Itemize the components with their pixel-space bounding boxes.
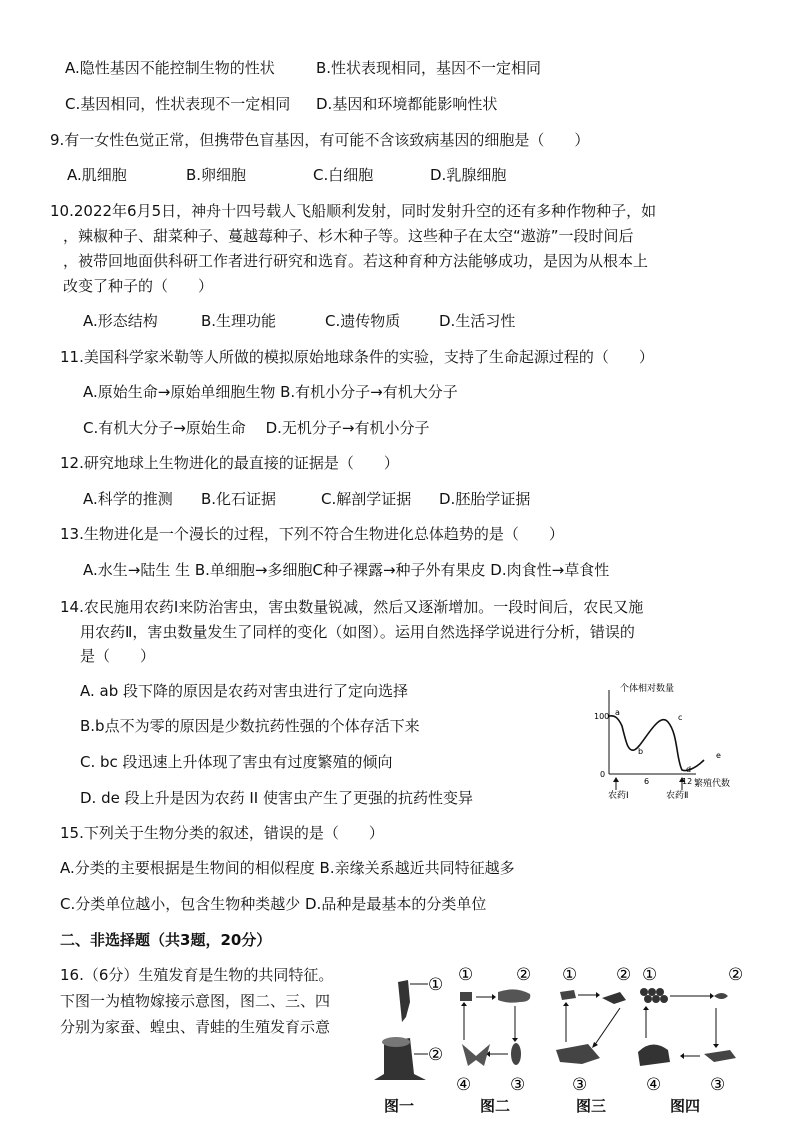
frog-figure [638,965,743,1092]
pest-population-chart [592,682,742,802]
q12-option-d: D.胚胎学证据 [439,490,531,508]
q12-option-b: B.化石证据 [201,490,277,508]
q14-option-c: C. bc 段迅速上升体现了害虫有过度繁殖的倾向 [80,753,393,771]
fig4-label-3: ③ [710,1075,726,1092]
chart-drug2: 农药Ⅱ [666,791,689,801]
q15-stem: 15.下列关于生物分类的叙述，错误的是（ ） [60,824,384,842]
grafting-figure [374,975,443,1080]
q14-option-a: A. ab 段下降的原因是农药对害虫进行了定向选择 [80,682,409,700]
figure-3-caption: 图三 [576,1097,607,1115]
chart-point-e: e [716,751,721,760]
chart-y0: 0 [600,770,606,779]
fig1-label-1: ① [428,975,444,995]
q8-option-c: C.基因相同，性状表现不一定相同 [65,95,291,113]
fig3-label-3: ③ [572,1075,588,1092]
q10-line-4: 改变了种子的（ ） [63,277,214,295]
locust-egg-illustration [560,990,576,1000]
q10-line-1: 10.2022年6月5日，神舟十四号载人飞船顺利发射，同时发射升空的还有多种作物种子，如 [50,202,657,220]
q14-option-b: B.b点不为零的原因是少数抗药性强的个体存活下来 [80,717,420,735]
larva-illustration [498,989,530,1002]
q13-options: A.水生→陆生 生 B.单细胞→多细胞C种子裸露→种子外有果皮 D.肉食性→草食性 [83,561,610,579]
q13-stem: 13.生物进化是一个漫长的过程，下列不符合生物进化总体趋势的是（ ） [60,525,564,543]
q10-line-2: ，辣椒种子、甜菜种子、蔓越莓种子、杉木种子等。这些种子在太空“遨游”一段时间后 [63,227,634,245]
chart-x6: 6 [644,777,650,786]
q10-option-c: C.遗传物质 [325,312,401,330]
chart-point-c: c [678,713,683,722]
fig1-label-2: ② [428,1045,444,1065]
q10-option-a: A.形态结构 [83,312,158,330]
q11-stem: 11.美国科学家米勒等人所做的模拟原始地球条件的实验，支持了生命起源过程的（ ） [60,348,654,366]
fig3-label-2: ② [616,965,632,985]
q12-stem: 12.研究地球上生物进化的最直接的证据是（ ） [60,454,399,472]
chart-y100: 100 [594,712,610,721]
q9-option-c: C.白细胞 [313,166,374,184]
frog-eggs-illustration [640,988,668,1003]
fig2-label-4: ④ [456,1075,472,1092]
q10-option-d: D.生活习性 [439,312,516,330]
q12-option-a: A.科学的推测 [83,490,173,508]
fig2-label-1: ① [458,965,474,985]
fig2-label-3: ③ [510,1075,526,1092]
scion-illustration [398,980,410,1022]
q9-option-d: D.乳腺细胞 [430,166,507,184]
q11-options-cd: C.有机大分子→原始生命 D.无机分子→有机小分子 [83,419,430,437]
q15-options-cd: C.分类单位越小，包含生物种类越少 D.品种是最基本的分类单位 [60,895,487,913]
fig4-label-1: ① [642,965,658,985]
q16-line-3: 分别为家蚕、蝗虫、青蛙的生殖发育示意 [60,1018,331,1036]
q8-option-b: B.性状表现相同，基因不一定相同 [316,59,542,77]
pupa-illustration [511,1043,521,1065]
q11-options-ab: A.原始生命→原始单细胞生物 B.有机小分子→有机大分子 [83,383,458,401]
q12-option-c: C.解剖学证据 [321,490,412,508]
fig2-label-2: ② [516,965,532,985]
section2-title: 二、非选择题（共3题，20分） [60,931,272,949]
chart-drug1: 农药Ⅰ [608,791,629,801]
adult-frog-illustration [638,1044,670,1066]
silkworm-figure [456,965,531,1092]
egg-illustration [460,992,472,1001]
q10-option-b: B.生理功能 [201,312,277,330]
chart-x12: 12 [682,777,693,786]
q15-options-ab: A.分类的主要根据是生物间的相似程度 B.亲缘关系越近共同特征越多 [60,859,515,877]
figure-2-caption: 图二 [480,1097,511,1115]
q10-line-3: ，被带回地面供科研工作者进行研究和选育。若这种育种方法能够成功，是因为从根本上 [63,252,649,270]
locust-figure [556,965,631,1092]
chart-ylabel: 个体相对数量 [620,684,675,694]
figure-1-caption: 图一 [384,1097,415,1115]
fig4-label-4: ④ [646,1075,662,1092]
tadpole-illustration [714,993,728,999]
chart-point-a: a [615,708,620,717]
tadpole-legs-illustration [704,1050,736,1062]
moth-illustration [462,1044,490,1066]
q16-line-2: 下图一为植物嫁接示意图，图二、三、四 [60,992,331,1010]
chart-xlabel: 繁殖代数 [694,779,731,789]
reproduction-figures [370,962,760,1092]
chart-point-b: b [638,747,644,756]
figure-4-caption: 图四 [670,1097,701,1115]
q16-line-1: 16.（6分）生殖发育是生物的共同特征。 [60,966,334,984]
q14-option-d: D. de 段上升是因为农药 II 使害虫产生了更强的抗药性变异 [80,789,473,807]
nymph-illustration [602,992,626,1004]
q9-stem: 9.有一女性色觉正常，但携带色盲基因，有可能不含该致病基因的细胞是（ ） [50,131,590,149]
q9-option-b: B.卵细胞 [186,166,247,184]
fig4-label-2: ② [728,965,744,985]
q14-line-3: 是（ ） [80,647,156,665]
population-curve [609,716,704,771]
q8-option-a: A.隐性基因不能控制生物的性状 [65,59,275,77]
fig3-label-1: ① [562,965,578,985]
q14-line-2: 用农药Ⅱ，害虫数量发生了同样的变化（如图）。运用自然选择学说进行分析，错误的 [80,623,635,641]
q14-line-1: 14.农民施用农药Ⅰ来防治害虫，害虫数量锐减，然后又逐渐增加。一段时间后，农民又施 [60,598,644,616]
q9-option-a: A.肌细胞 [67,166,127,184]
chart-point-d: d [686,765,692,774]
q8-option-d: D.基因和环境都能影响性状 [316,95,498,113]
